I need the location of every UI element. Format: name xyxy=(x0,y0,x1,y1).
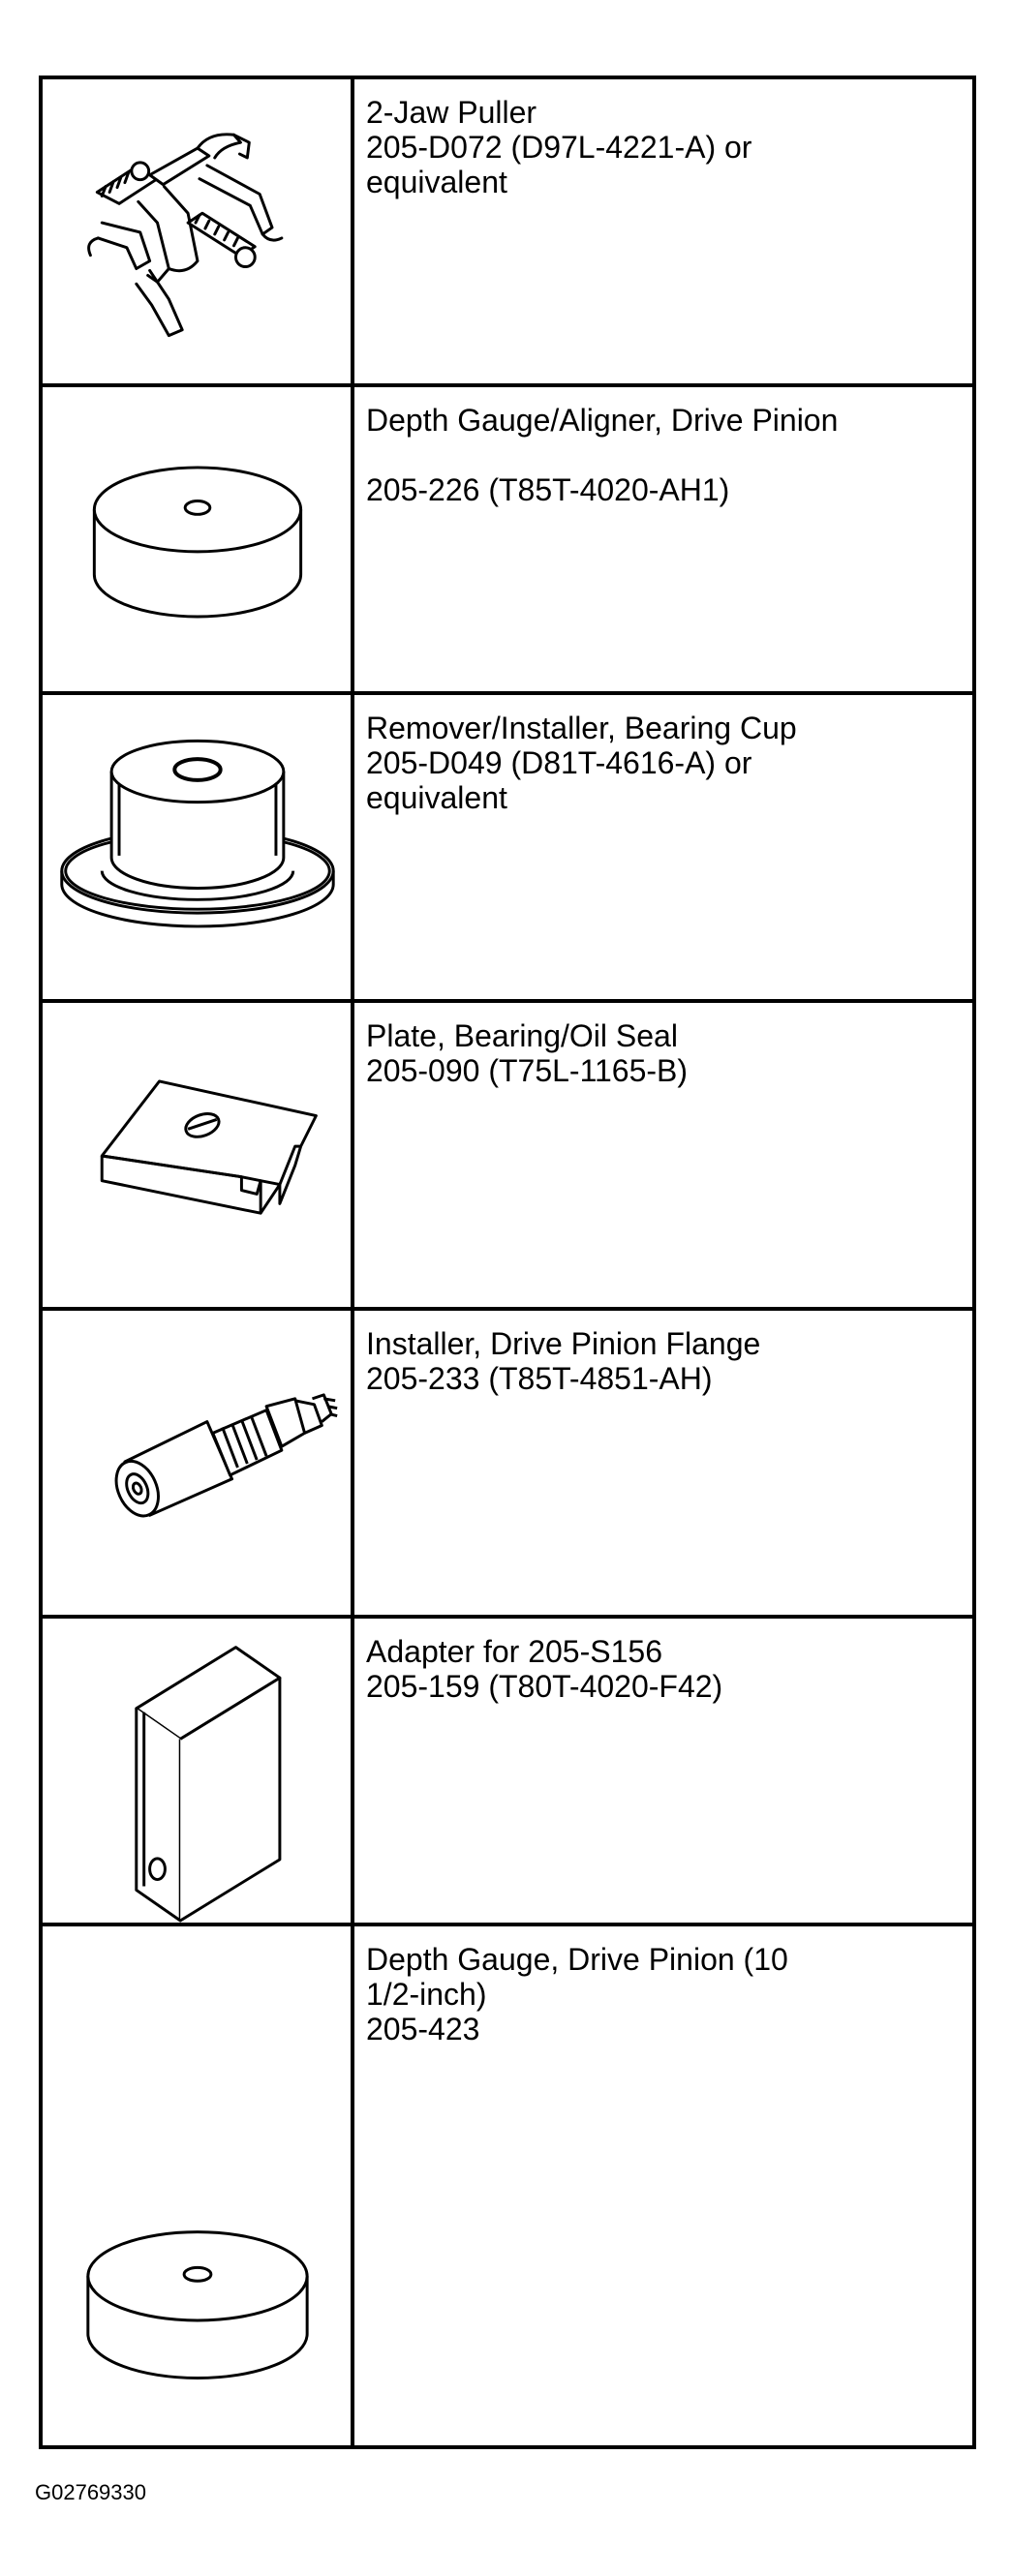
tool-description-line: 2-Jaw Puller xyxy=(366,95,537,130)
tool-description-line: 1/2-inch) xyxy=(366,1977,487,2012)
tool-description-line: 205-D072 (D97L-4221-A) or xyxy=(366,130,752,165)
depth-gauge-aligner-icon xyxy=(43,387,351,691)
tool-description-line: 205-159 (T80T-4020-F42) xyxy=(366,1669,723,1704)
tool-description-line: Depth Gauge/Aligner, Drive Pinion xyxy=(366,403,839,438)
tool-image-cell xyxy=(41,1001,353,1309)
tool-row-bearing-cup-remover xyxy=(41,693,974,1001)
tool-description-cell xyxy=(353,693,974,1001)
tool-description-cell xyxy=(353,1001,974,1309)
tool-row-pinion-flange-installer xyxy=(41,1309,974,1617)
tool-image-cell xyxy=(41,1309,353,1617)
tool-description-line: Adapter for 205-S156 xyxy=(366,1634,662,1669)
two-jaw-puller-icon xyxy=(43,79,351,383)
bearing-cup-remover-icon xyxy=(43,695,351,999)
tool-description-cell xyxy=(353,77,974,385)
tool-image-cell xyxy=(41,385,353,693)
tool-description-line xyxy=(366,438,963,472)
tool-row-adapter xyxy=(41,1617,974,1924)
tool-description-line: Remover/Installer, Bearing Cup xyxy=(366,711,797,745)
special-tools-table xyxy=(39,76,976,2449)
adapter-block-icon xyxy=(43,1619,351,1923)
tool-description-cell xyxy=(353,1617,974,1924)
tool-row-bearing-seal-plate xyxy=(41,1001,974,1309)
tool-image-cell xyxy=(41,1924,353,2447)
tool-row-2-jaw-puller xyxy=(41,77,974,385)
tool-description-line: 205-090 (T75L-1165-B) xyxy=(366,1053,689,1088)
tool-description-line: Depth Gauge, Drive Pinion (10 xyxy=(366,1942,788,1977)
depth-gauge-drive-pinion-icon xyxy=(43,1926,351,2445)
bearing-seal-plate-icon xyxy=(43,1003,351,1307)
tool-description-cell xyxy=(353,1309,974,1617)
tool-row-depth-gauge-drive-pinion xyxy=(41,1924,974,2447)
tool-description-cell xyxy=(353,385,974,693)
tool-description-line: 205-423 xyxy=(366,2012,480,2046)
tool-image-cell xyxy=(41,1617,353,1924)
tool-image-cell xyxy=(41,77,353,385)
tool-description-cell xyxy=(353,1924,974,2447)
tool-description-line: 205-233 (T85T-4851-AH) xyxy=(366,1361,713,1396)
pinion-flange-installer-icon xyxy=(43,1311,351,1615)
tool-description-line: Installer, Drive Pinion Flange xyxy=(366,1326,761,1361)
tool-description-line: equivalent xyxy=(366,780,507,815)
tool-description-line: Plate, Bearing/Oil Seal xyxy=(366,1018,678,1053)
tool-description-line: 205-226 (T85T-4020-AH1) xyxy=(366,472,730,507)
tool-row-depth-gauge-aligner xyxy=(41,385,974,693)
figure-id: G02769330 xyxy=(35,2480,146,2504)
tool-description-line: equivalent xyxy=(366,165,507,199)
tool-image-cell xyxy=(41,693,353,1001)
tool-description-line: 205-D049 (D81T-4616-A) or xyxy=(366,745,752,780)
